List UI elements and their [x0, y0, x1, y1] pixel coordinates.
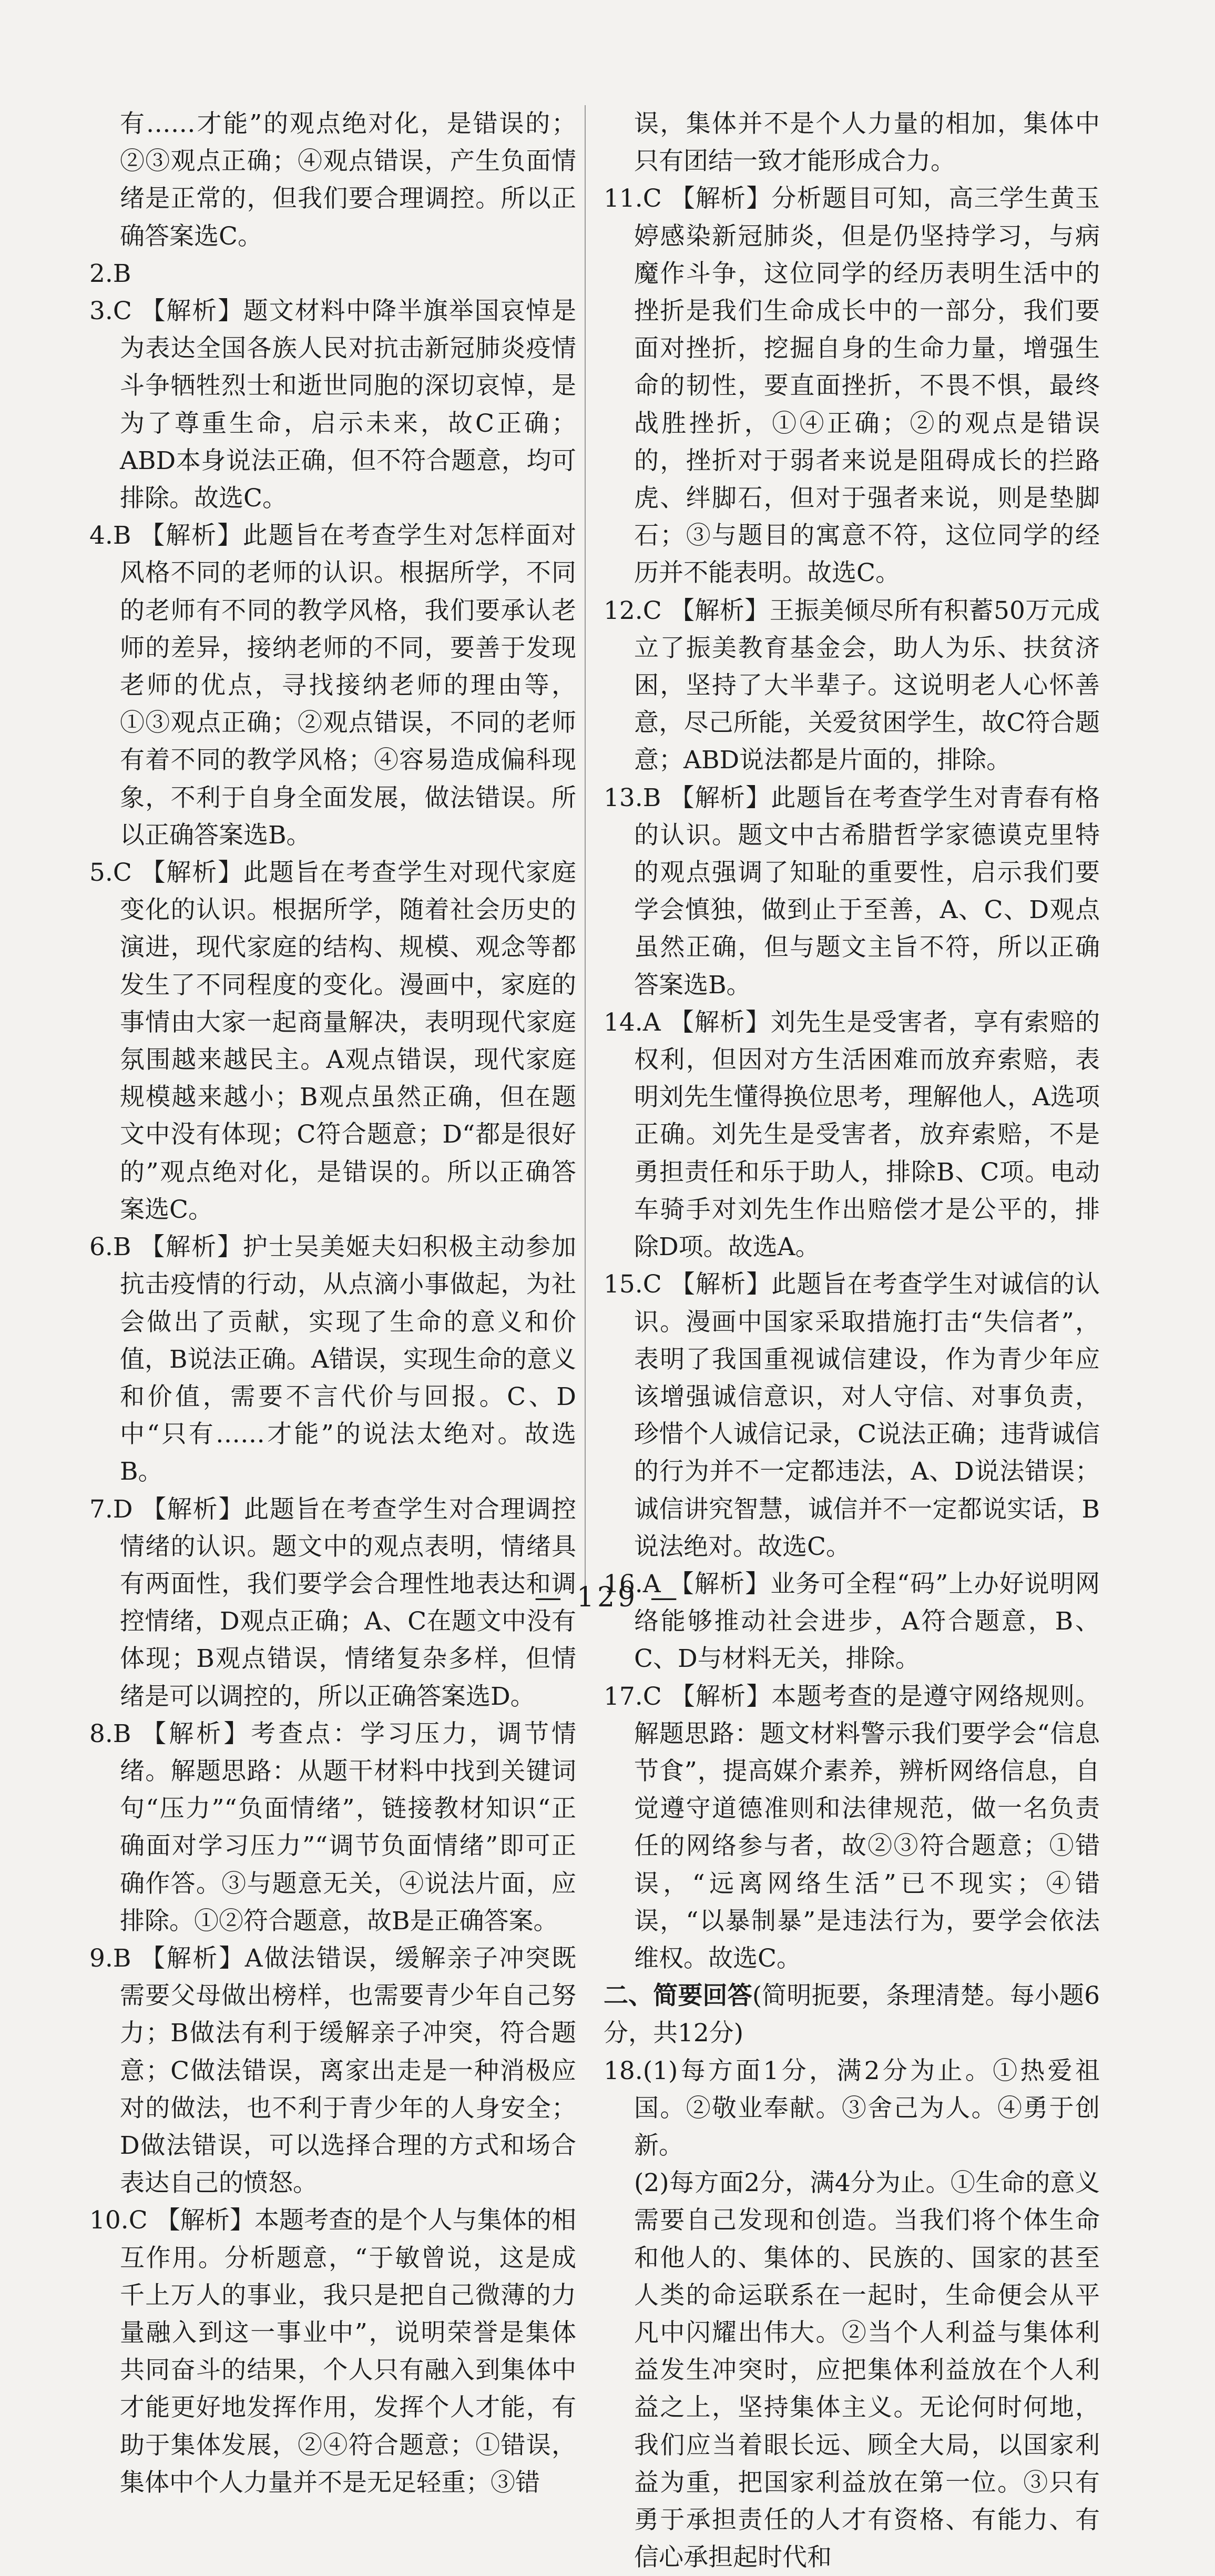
answer-paragraph: 17.C 【解析】本题考查的是遵守网络规则。解题思路：题文材料警示我们要学会“信息节食”，提高媒介素养，辨析网络信息，自觉遵守道德准则和法律规范，做一名负责任的网络参与者，故②③符合题意；①错误，“远离网络生活”已不现实；④错误，“以暴制暴”是违法行为，要学会依法维权。故选C。 — [604, 1682, 1100, 1973]
answer-paragraph: 12.C 【解析】王振美倾尽所有积蓄50万元成立了振美教育基金会，助人为乐、扶贫济困，坚持了大半辈子。这说明老人心怀善意，尽己所能，关爱贫困学生，故C符合题意；ABD说法都是片面的，排除。 — [604, 596, 1100, 775]
answer-paragraph: 18.(1)每方面1分，满2分为止。①热爱祖国。②敬业奉献。③舍己为人。④勇于创新。 — [604, 2056, 1100, 2160]
answer-paragraph: 5.C 【解析】此题旨在考查学生对现代家庭变化的认识。根据所学，随着社会历史的演进，现代家庭的结构、规模、观念等都发生了不同程度的变化。漫画中，家庭的事情由大家一起商量解决，表明现代家庭氛围越来越民主。A观点错误，现代家庭规模越来越小；B观点虽然正确，但在题文中没有体现；C符合题意；D“都是很好的”观点绝对化，是错误的。所以正确答案选C。 — [89, 858, 576, 1224]
answer-paragraph: 15.C 【解析】此题旨在考查学生对诚信的认识。漫画中国家采取措施打击“失信者”，表明了我国重视诚信建设，作为青少年应该增强诚信意识，对人守信、对事负责，珍惜个人诚信记录，C说法正确；违背诚信的行为并不一定都违法，A、D说法错误；诚信讲究智慧，诚信并不一定都说实话，B说法绝对。故选C。 — [604, 1270, 1100, 1561]
section-heading-note: (简明扼要，条理清楚。每小题6分，共12分) — [604, 1981, 1100, 2048]
answer-paragraph: 2.B — [89, 259, 131, 288]
answer-paragraph: (2)每方面2分，满4分为止。①生命的意义需要自己发现和创造。当我们将个体生命和他人的、集体的、民族的、国家的甚至人类的命运联系在一起时，生命便会从平凡中闪耀出伟大。②当个人利益与集体利益发生冲突时，应把集体利益放在个人利益之上，坚持集体主义。无论何时何地，我们应当着眼长远、顾全大局，以国家利益为重，把国家利益放在第一位。③只有勇于承担责任的人才有资格、有能力、有信心承担起时代和 — [634, 2168, 1100, 2572]
answer-paragraph: 8.B 【解析】考查点：学习压力，调节情绪。解题思路：从题干材料中找到关键词句“压力”“负面情绪”，链接教材知识“正确面对学习压力”“调节负面情绪”即可正确作答。③与题意无关，④说法片面，应排除。①②符合题意，故B是正确答案。 — [89, 1719, 576, 1936]
answer-paragraph: 4.B 【解析】此题旨在考查学生对怎样面对风格不同的老师的认识。根据所学，不同的老师有不同的教学风格，我们要承认老师的差异，接纳老师的不同，要善于发现老师的优点，寻找接纳老师的理由等，①③观点正确；②观点错误，不同的老师有着不同的教学风格；④容易造成偏科现象，不利于自身全面发展，做法错误。所以正确答案选B。 — [89, 521, 576, 850]
answer-paragraph: 误，集体并不是个人力量的相加，集体中只有团结一致才能形成合力。 — [634, 109, 1100, 176]
right-column — [604, 105, 1100, 2576]
answer-paragraph: 3.C 【解析】题文材料中降半旗举国哀悼是为表达全国各族人民对抗击新冠肺炎疫情斗争牺牲烈士和逝世同胞的深切哀悼，是为了尊重生命，启示未来，故C正确；ABD本身说法正确，但不符合题意，均可排除。故选C。 — [89, 297, 576, 513]
page-number: — 129 — — [534, 1582, 681, 1613]
answer-paragraph: 有……才能”的观点绝对化，是错误的；②③观点正确；④观点错误，产生负面情绪是正常的，但我们要合理调控。所以正确答案选C。 — [120, 109, 576, 251]
answer-paragraph: 7.D 【解析】此题旨在考查学生对合理调控情绪的认识。题文中的观点表明，情绪具有两面性，我们要学会合理性地表达和调控情绪，D观点正确；A、C在题文中没有体现；B观点错误，情绪复杂多样，但情绪是可以调控的，所以正确答案选D。 — [89, 1494, 576, 1711]
answer-paragraph: 9.B 【解析】A做法错误，缓解亲子冲突既需要父母做出榜样，也需要青少年自己努力；B做法有利于缓解亲子冲突，符合题意；C做法错误，离家出走是一种消极应对的做法，也不利于青少年的人身安全；D做法错误，可以选择合理的方式和场合表达自己的愤怒。 — [89, 1943, 576, 2198]
answer-paragraph: 10.C 【解析】本题考查的是个人与集体的相互作用。分析题意，“于敏曾说，这是成千上万人的事业，我只是把自己微薄的力量融入到这一事业中”，说明荣誉是集体共同奋斗的结果，个人只有融入到集体中才能更好地发挥作用，发挥个人才能，有助于集体发展，②④符合题意；①错误，集体中个人力量并不是无足轻重；③错 — [89, 2206, 576, 2497]
answer-paragraph: 13.B 【解析】此题旨在考查学生对青春有格的认识。题文中古希腊哲学家德谟克里特的观点强调了知耻的重要性，启示我们要学会慎独，做到止于至善，A、C、D观点虽然正确，但与题文主旨不符，所以正确答案选B。 — [604, 783, 1100, 1000]
section-heading — [604, 1977, 1100, 2052]
section-heading-title: 二、简要回答 — [604, 1981, 752, 2011]
answer-paragraph: 16.A 【解析】业务可全程“码”上办好说明网络能够推动社会进步，A符合题意，B、C、D与材料无关，排除。 — [604, 1569, 1100, 1674]
answer-paragraph: 11.C 【解析】分析题目可知，高三学生黄玉婷感染新冠肺炎，但是仍坚持学习，与病魔作斗争，这位同学的经历表明生活中的挫折是我们生命成长中的一部分，我们要面对挫折，挖掘自身的生命力量，增强生命的韧性，要直面挫折，不畏不惧，最终战胜挫折，①④正确；②的观点是错误的，挫折对于弱者来说是阻碍成长的拦路虎、绊脚石，但对于强者来说，则是垫脚石；③与题目的寓意不符，这位同学的经历并不能表明。故选C。 — [604, 184, 1100, 588]
column-divider — [585, 105, 586, 1593]
answer-paragraph: 6.B 【解析】护士吴美姬夫妇积极主动参加抗击疫情的行动，从点滴小事做起，为社会做出了贡献，实现了生命的意义和价值，B说法正确。A错误，实现生命的意义和价值，需要不言代价与回报。C、D中“只有……才能”的说法太绝对。故选B。 — [89, 1233, 576, 1486]
left-column — [89, 105, 576, 2501]
answer-paragraph: 14.A 【解析】刘先生是受害者，享有索赔的权利，但因对方生活困难而放弃索赔，表明刘先生懂得换位思考，理解他人，A选项正确。刘先生是受害者，放弃索赔，不是勇担责任和乐于助人，排除B、C项。电动车骑手对刘先生作出赔偿才是公平的，排除D项。故选A。 — [604, 1007, 1100, 1262]
